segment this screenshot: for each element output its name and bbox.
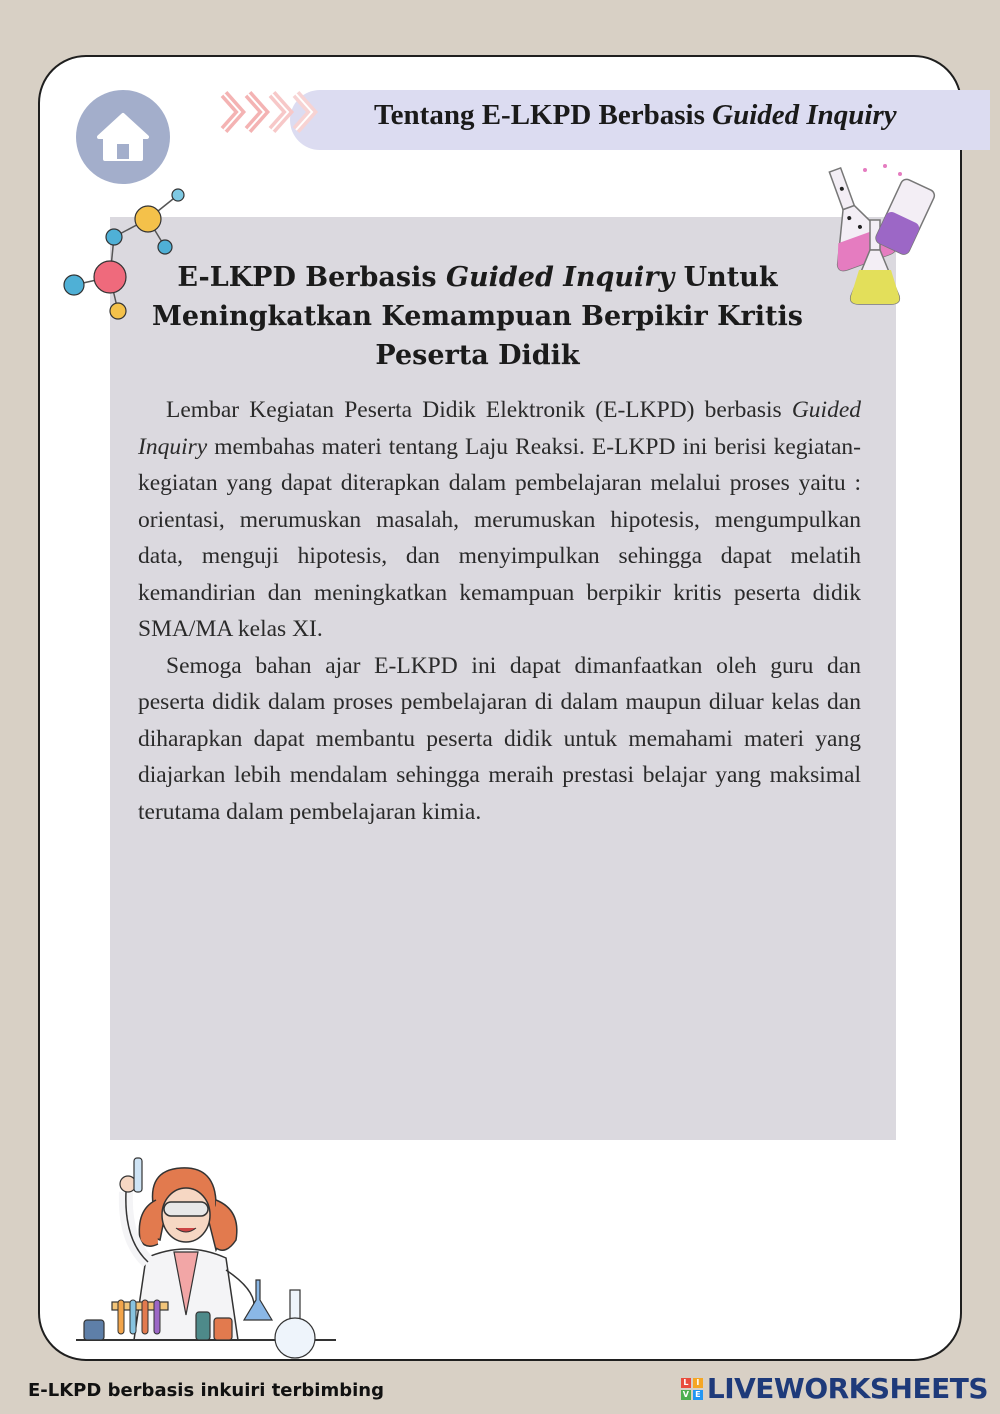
liveworksheets-wordmark: LIVEWORKSHEETS [706, 1372, 988, 1405]
logo-letter: E [693, 1390, 703, 1400]
liveworksheets-mark-icon [681, 1378, 703, 1400]
body-text [138, 392, 861, 830]
footer-label: E-LKPD berbasis inkuiri terbimbing [28, 1380, 384, 1401]
paragraph-1: Lembar Kegiatan Peserta Didik Elektronik (E-LKPD) berbasis Guided Inquiry membahas materi tentang Laju Reaksi. E-LKPD ini berisi kegiatan-kegiatan yang dapat diterapkan dalam pembelajaran melalui proses yaitu : orientasi, merumuskan masalah, merumuskan hipotesis, mengumpulkan data, menguji hipotesis, dan menyimpulkan sehingga dapat melatih kemandirian dan meningkatkan kemampuan berpikir kritis peserta didik SMA/MA kelas XI. [138, 397, 861, 642]
logo-letter: I [693, 1378, 703, 1388]
scientist-illustration [76, 1140, 336, 1365]
logo-letter: V [682, 1389, 689, 1399]
header-title: Tentang E-LKPD Berbasis Guided Inquiry [374, 99, 897, 131]
home-button[interactable] [76, 90, 170, 184]
home-icon [95, 111, 151, 163]
main-title: E-LKPD Berbasis Guided Inquiry Untuk Meningkatkan Kemampuan Berpikir Kritis Peserta Didik [152, 262, 803, 371]
paragraph-2: Semoga bahan ajar E-LKPD ini dapat dimanfaatkan oleh guru dan peserta didik dalam proses pembelajaran di dalam maupun diluar kelas dan diharapkan dapat membantu peserta didik untuk memahami materi yang diajarkan lebih mendalam sehingga meraih prestasi belajar yang maksimal terutama dalam pembelajaran kimia. [138, 652, 861, 825]
flask-icon [795, 160, 955, 310]
chevron-right-icon [218, 90, 333, 134]
liveworksheets-logo[interactable] [681, 1372, 988, 1405]
logo-letter: L [681, 1378, 691, 1388]
